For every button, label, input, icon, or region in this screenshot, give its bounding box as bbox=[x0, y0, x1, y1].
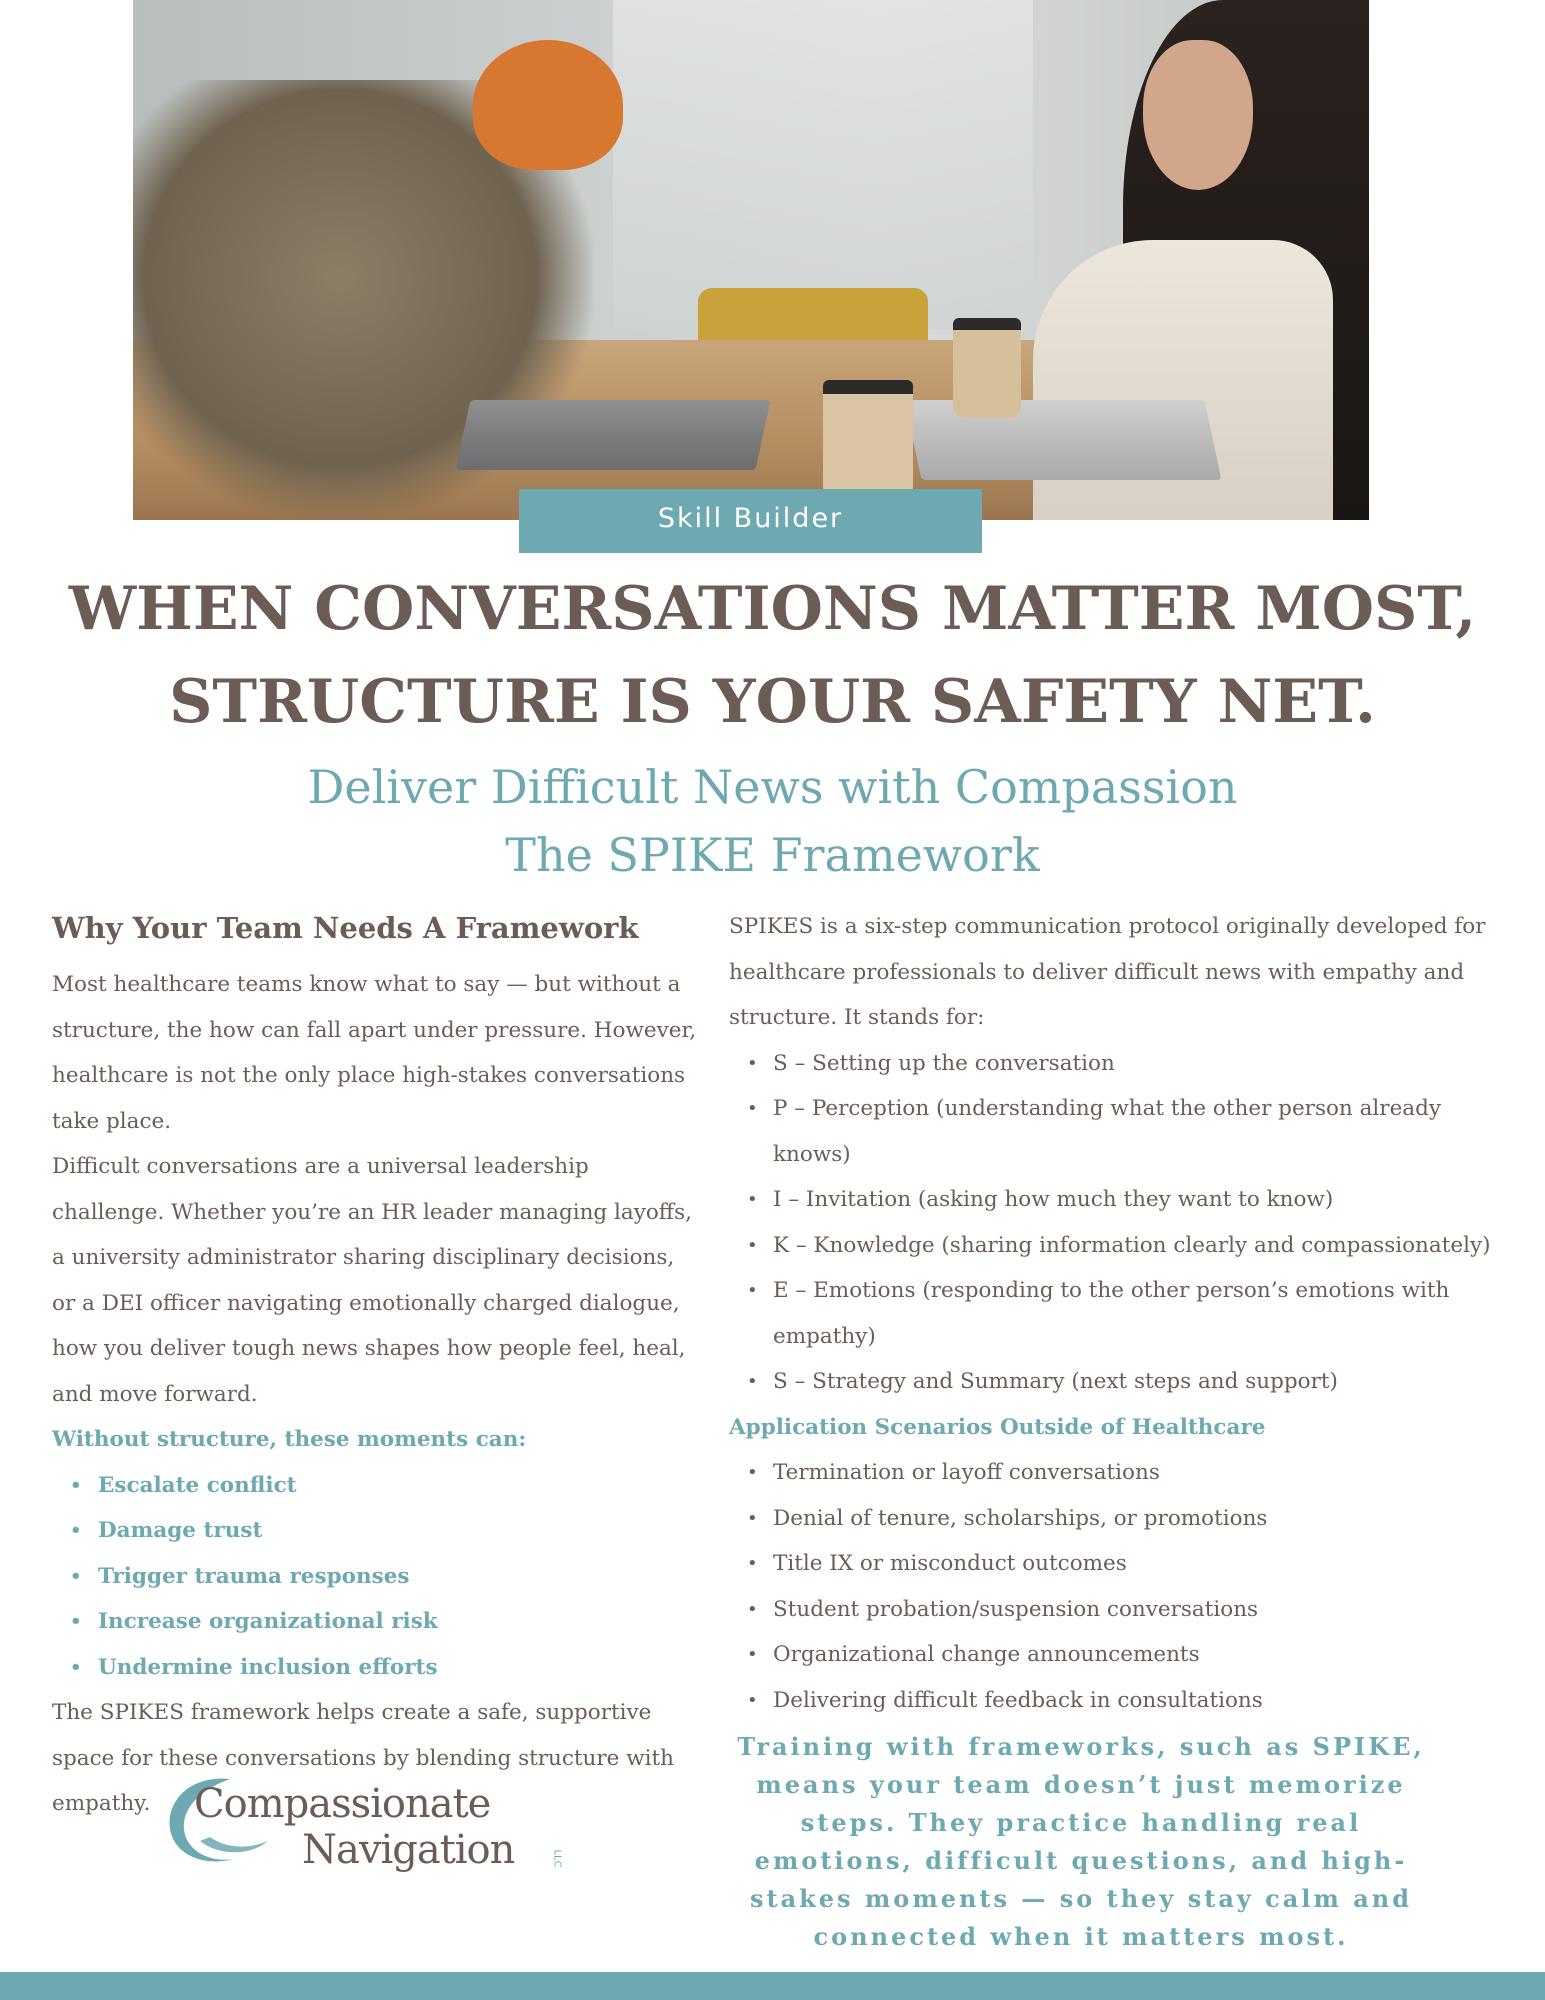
spikes-steps-list bbox=[747, 1041, 1499, 1405]
list-item: • Increase organizational risk bbox=[70, 1599, 702, 1645]
risks-lead: Without structure, these moments can: bbox=[52, 1427, 527, 1452]
subtitle-line-2: The SPIKE Framework bbox=[505, 828, 1040, 882]
list-item: • S – Strategy and Summary (next steps and support) bbox=[747, 1359, 1499, 1405]
closing-quote: Training with frameworks, such as SPIKE, means your team doesn’t just memorize steps. They practice handling real emotions, difficult questions, and high-stakes moments — so they stay calm and connected when it matters most. bbox=[737, 1732, 1425, 1951]
left-paragraph-1: Most healthcare teams know what to say — but without a structure, the how can fall apart under pressure. However, healthcare is not the only place high-stakes conversations take place. bbox=[52, 972, 697, 1134]
photo-window bbox=[613, 0, 1033, 330]
spikes-intro: SPIKES is a six-step communication protocol originally developed for healthcare professionals to deliver difficult news with empathy and structure. It stands for: bbox=[729, 914, 1486, 1030]
headline-line-1: WHEN CONVERSATIONS MATTER MOST, bbox=[68, 574, 1477, 644]
subtitle-line-1: Deliver Difficult News with Compassion bbox=[307, 760, 1238, 814]
list-item: • Denial of tenure, scholarships, or promotions bbox=[747, 1496, 1499, 1542]
photo-beanie bbox=[473, 40, 623, 170]
list-item: • Trigger trauma responses bbox=[70, 1554, 702, 1600]
left-closing: The SPIKES framework helps create a safe, supportive space for these conversations by blending structure with empathy. bbox=[52, 1700, 674, 1816]
left-column bbox=[52, 906, 702, 1827]
company-logo bbox=[160, 1765, 580, 1885]
photo-coffee-cup-back bbox=[953, 318, 1021, 418]
photo-woman-face bbox=[1143, 40, 1253, 190]
list-item: • Organizational change announcements bbox=[747, 1632, 1499, 1678]
logo-suffix: LLC bbox=[551, 1849, 563, 1868]
skill-builder-tab: Skill Builder bbox=[519, 489, 982, 553]
right-column bbox=[729, 904, 1499, 1723]
headline-line-2: STRUCTURE IS YOUR SAFETY NET. bbox=[169, 667, 1376, 737]
list-item: • K – Knowledge (sharing information clearly and compassionately) bbox=[747, 1223, 1499, 1269]
left-heading: Why Your Team Needs A Framework bbox=[52, 911, 639, 945]
photo-laptop-right bbox=[904, 400, 1221, 480]
scenarios-list bbox=[747, 1450, 1499, 1723]
list-item: • Damage trust bbox=[70, 1508, 702, 1554]
risks-list bbox=[70, 1463, 702, 1691]
list-item: • Termination or layoff conversations bbox=[747, 1450, 1499, 1496]
list-item: • Undermine inclusion efforts bbox=[70, 1645, 702, 1691]
list-item: • Title IX or misconduct outcomes bbox=[747, 1541, 1499, 1587]
hero-photo bbox=[133, 0, 1369, 520]
photo-coffee-cup bbox=[823, 380, 913, 500]
logo-word-2: Navigation bbox=[302, 1827, 515, 1873]
list-item: • E – Emotions (responding to the other person’s emotions with empathy) bbox=[747, 1268, 1499, 1359]
photo-laptop-left bbox=[456, 400, 771, 470]
footer-bar bbox=[0, 1972, 1545, 2000]
list-item: • P – Perception (understanding what the other person already knows) bbox=[747, 1086, 1499, 1177]
list-item: • S – Setting up the conversation bbox=[747, 1041, 1499, 1087]
list-item: • Delivering difficult feedback in consultations bbox=[747, 1678, 1499, 1724]
list-item: • Escalate conflict bbox=[70, 1463, 702, 1509]
logo-word-1: Compassionate bbox=[194, 1781, 491, 1827]
list-item: • I – Invitation (asking how much they want to know) bbox=[747, 1177, 1499, 1223]
left-paragraph-2: Difficult conversations are a universal leadership challenge. Whether you’re an HR leader managing layoffs, a university administrator sharing disciplinary decisions, or a DEI officer navigating emotionally charged dialogue, how you deliver tough news shapes how people feel, heal, and move forward. bbox=[52, 1154, 692, 1407]
scenarios-heading: Application Scenarios Outside of Healthcare bbox=[729, 1414, 1266, 1440]
list-item: • Student probation/suspension conversations bbox=[747, 1587, 1499, 1633]
